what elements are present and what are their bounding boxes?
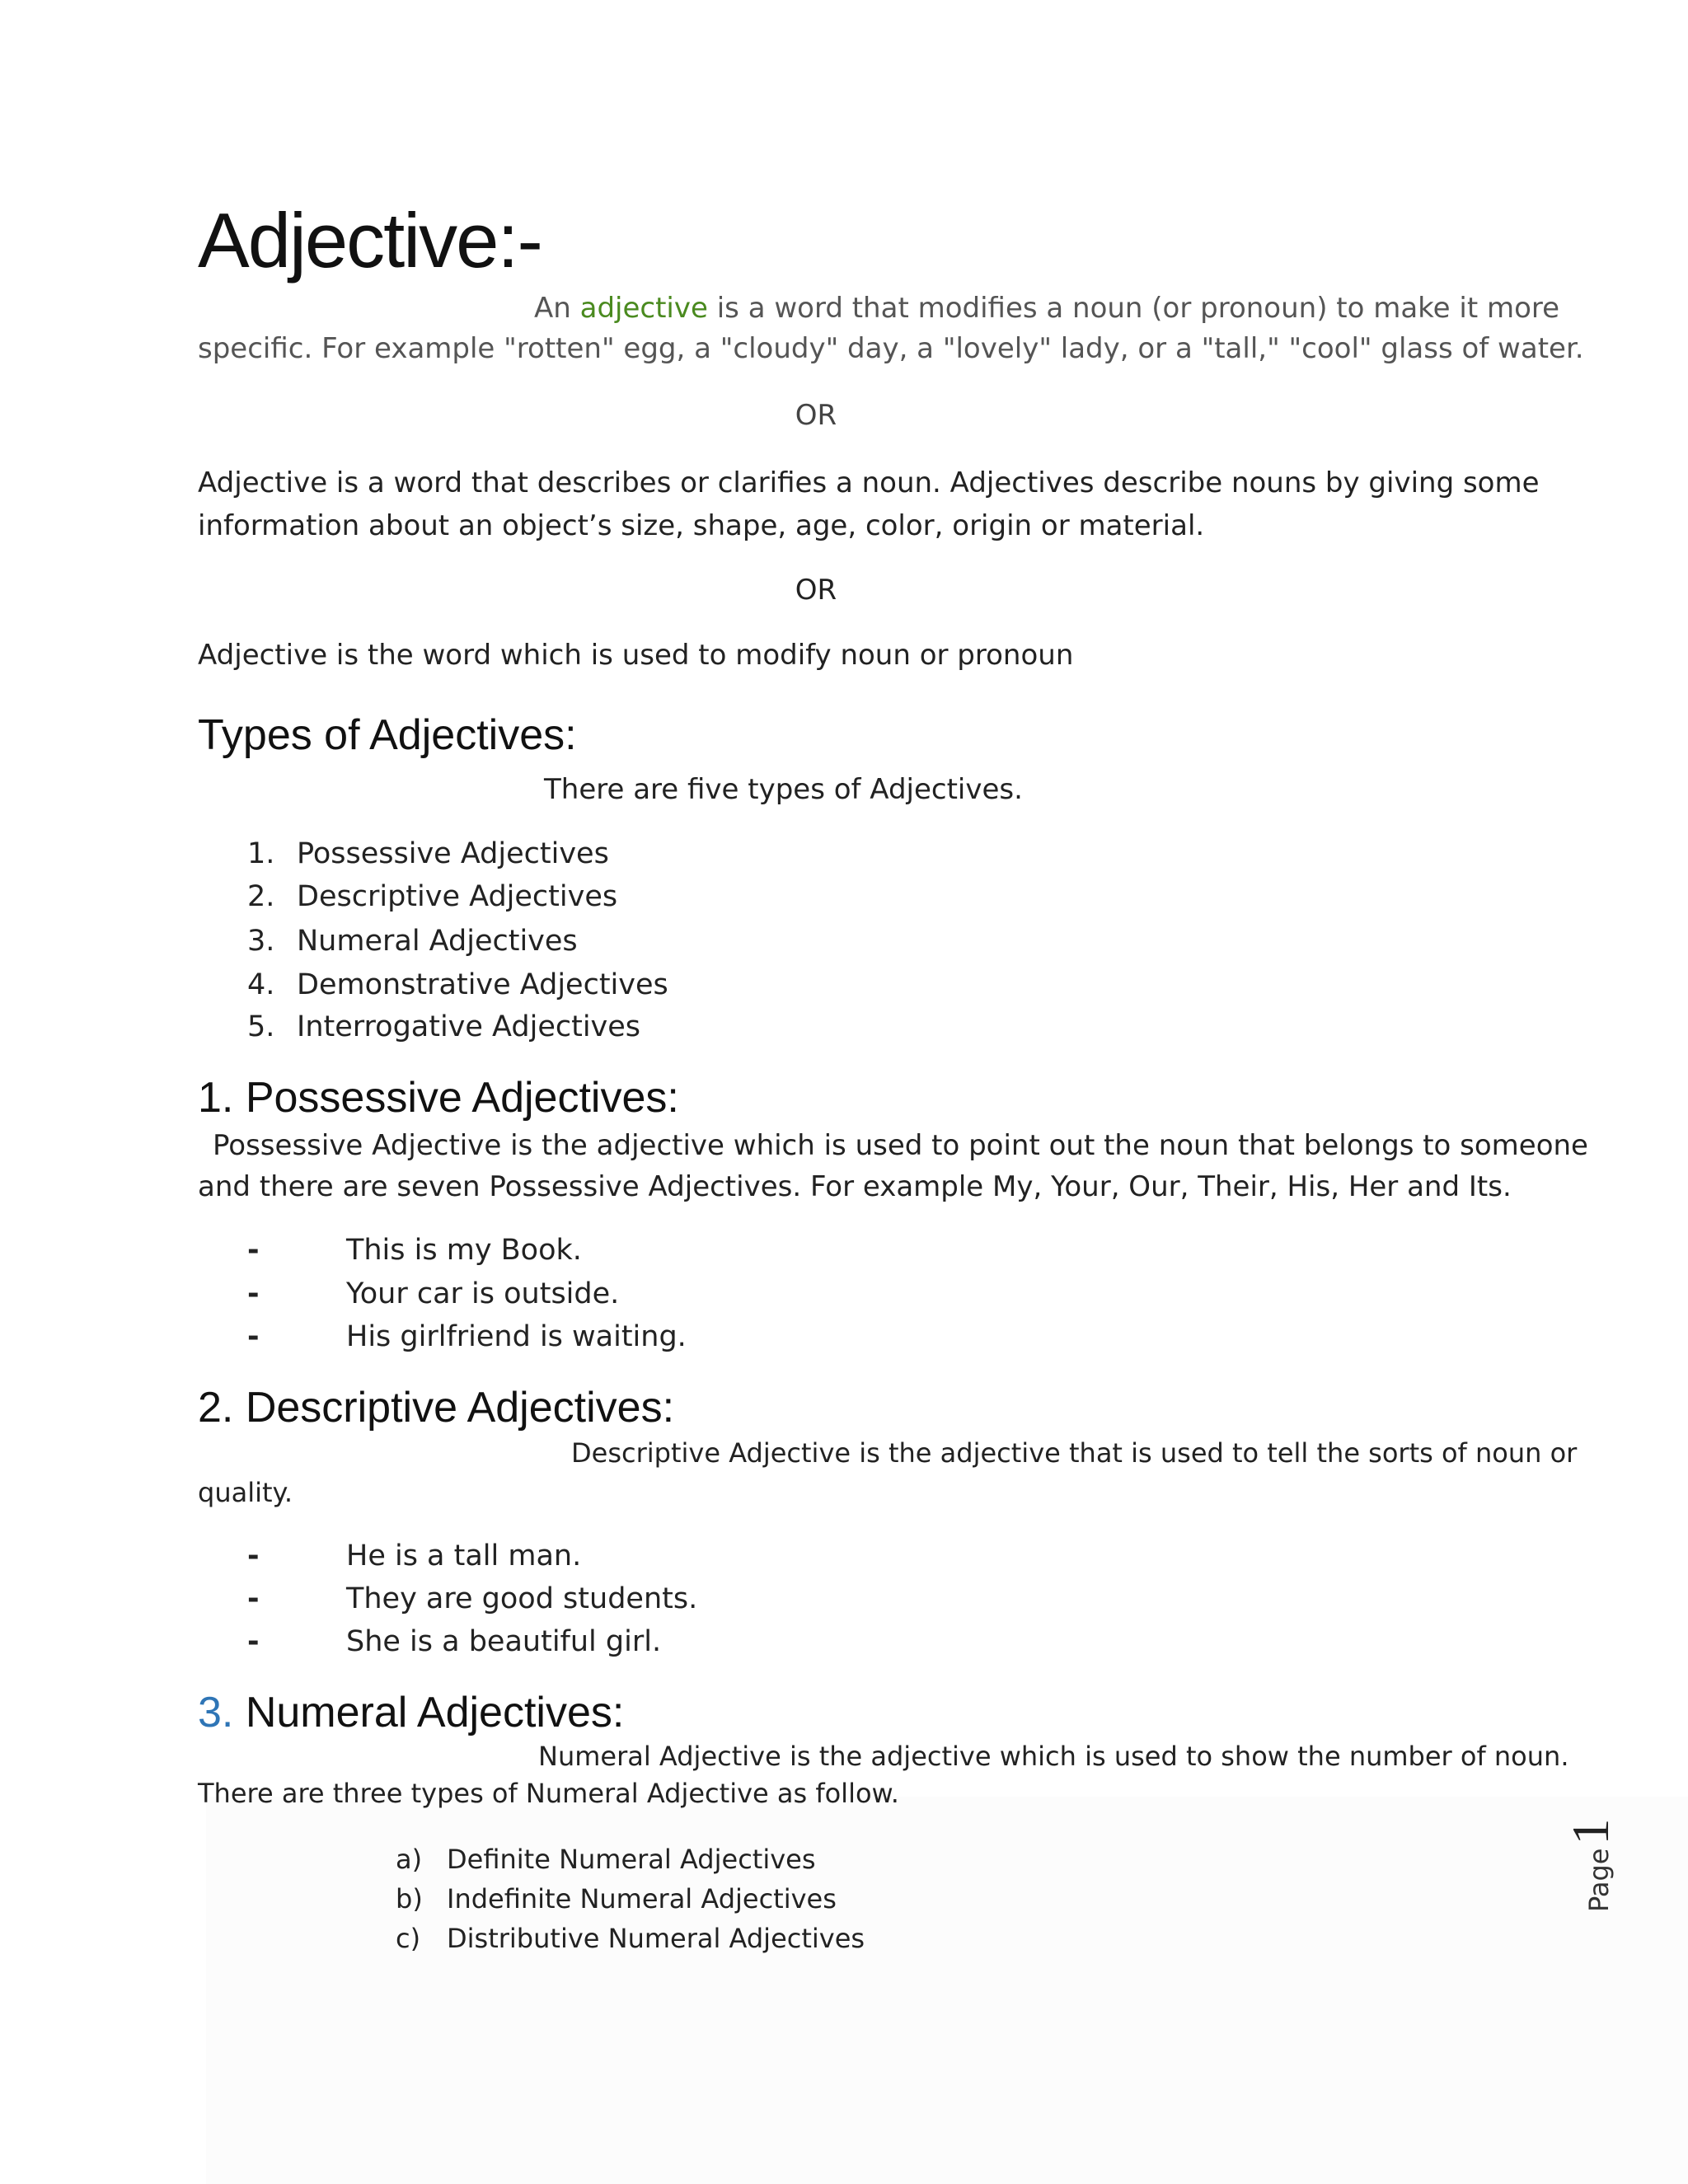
numeral-line-2: There are three types of Numeral Adjective as follow. xyxy=(198,1778,899,1809)
list-item xyxy=(247,880,617,913)
numeral-sub-item xyxy=(396,1923,865,1954)
numeral-line-1: Numeral Adjective is the adjective which is used to show the number of noun. xyxy=(538,1741,1569,1772)
sub-item-letter: b) xyxy=(396,1883,423,1915)
dash-bullet: - xyxy=(247,1582,260,1615)
list-item xyxy=(247,1010,640,1043)
page-number: 1 xyxy=(1561,1818,1620,1845)
numeral-sub-item xyxy=(396,1883,837,1915)
page-title: Adjective:- xyxy=(198,197,542,284)
definition-2-line-1: Adjective is a word that describes or clarifies a noun. Adjectives describe nouns by giving some xyxy=(198,466,1540,499)
possessive-line-2: and there are seven Possessive Adjectives. For example My, Your, Our, Their, His, Her and Its. xyxy=(198,1170,1512,1203)
list-item-label: Demonstrative Adjectives xyxy=(297,968,668,1001)
descriptive-line-1: Descriptive Adjective is the adjective that is used to tell the sorts of noun or xyxy=(571,1437,1578,1469)
list-number: 4. xyxy=(247,968,275,1001)
page-number-label xyxy=(1560,1818,1634,1912)
example-item xyxy=(247,1540,581,1572)
adjective-highlight: adjective xyxy=(579,292,708,325)
sub-item-label: Indefinite Numeral Adjectives xyxy=(447,1883,837,1915)
list-number: 5. xyxy=(247,1010,275,1043)
intro-line-1 xyxy=(534,292,1559,325)
list-number: 2. xyxy=(247,880,275,913)
or-separator-1: OR xyxy=(795,399,837,432)
page-word: Page xyxy=(1583,1848,1615,1912)
example-text: His girlfriend is waiting. xyxy=(346,1320,687,1353)
sub-item-label: Definite Numeral Adjectives xyxy=(447,1844,816,1875)
dash-bullet: - xyxy=(247,1320,260,1353)
list-item-label: Descriptive Adjectives xyxy=(297,880,618,913)
list-item-label: Possessive Adjectives xyxy=(297,837,609,870)
dash-bullet: - xyxy=(247,1277,260,1310)
example-item xyxy=(247,1320,687,1353)
example-text: Your car is outside. xyxy=(346,1277,620,1310)
possessive-line-1: Possessive Adjective is the adjective which is used to point out the noun that belongs to someone xyxy=(213,1129,1588,1162)
possessive-heading: 1. Possessive Adjectives: xyxy=(198,1074,679,1122)
sub-item-label: Distributive Numeral Adjectives xyxy=(447,1923,865,1954)
sub-item-letter: c) xyxy=(396,1923,421,1954)
example-text: He is a tall man. xyxy=(346,1540,582,1572)
list-item xyxy=(247,925,578,958)
example-item xyxy=(247,1625,661,1658)
example-text: They are good students. xyxy=(346,1582,698,1615)
example-item xyxy=(247,1277,619,1310)
list-item xyxy=(247,837,609,870)
list-number: 1. xyxy=(247,837,275,870)
definition-3: Adjective is the word which is used to modify noun or pronoun xyxy=(198,639,1074,672)
or-separator-2: OR xyxy=(795,574,837,607)
intro-line-2: specific. For example "rotten" egg, a "cloudy" day, a "lovely" lady, or a "tall," "cool" glass of water. xyxy=(198,332,1584,365)
types-heading: Types of Adjectives: xyxy=(198,711,577,759)
example-text: She is a beautiful girl. xyxy=(346,1625,662,1658)
numeral-heading-number: 3. xyxy=(198,1689,234,1736)
example-item xyxy=(247,1234,582,1267)
list-item xyxy=(247,968,668,1001)
example-item xyxy=(247,1582,697,1615)
intro-prefix: An xyxy=(534,292,571,325)
numeral-heading xyxy=(198,1688,624,1737)
list-number: 3. xyxy=(247,925,275,958)
descriptive-heading: 2. Descriptive Adjectives: xyxy=(198,1384,675,1432)
types-intro: There are five types of Adjectives. xyxy=(544,773,1023,806)
definition-2-line-2: information about an object’s size, shape, age, color, origin or material. xyxy=(198,509,1205,542)
numeral-heading-text: Numeral Adjectives: xyxy=(245,1689,625,1736)
numeral-sub-item xyxy=(396,1844,816,1875)
dash-bullet: - xyxy=(247,1540,260,1572)
intro-line1-rest: is a word that modifies a noun (or pronoun) to make it more xyxy=(716,292,1560,325)
descriptive-line-2: quality. xyxy=(198,1477,293,1508)
example-text: This is my Book. xyxy=(346,1234,582,1267)
list-item-label: Numeral Adjectives xyxy=(297,925,578,958)
sub-item-letter: a) xyxy=(396,1844,423,1875)
list-item-label: Interrogative Adjectives xyxy=(297,1010,641,1043)
dash-bullet: - xyxy=(247,1234,260,1267)
dash-bullet: - xyxy=(247,1625,260,1658)
